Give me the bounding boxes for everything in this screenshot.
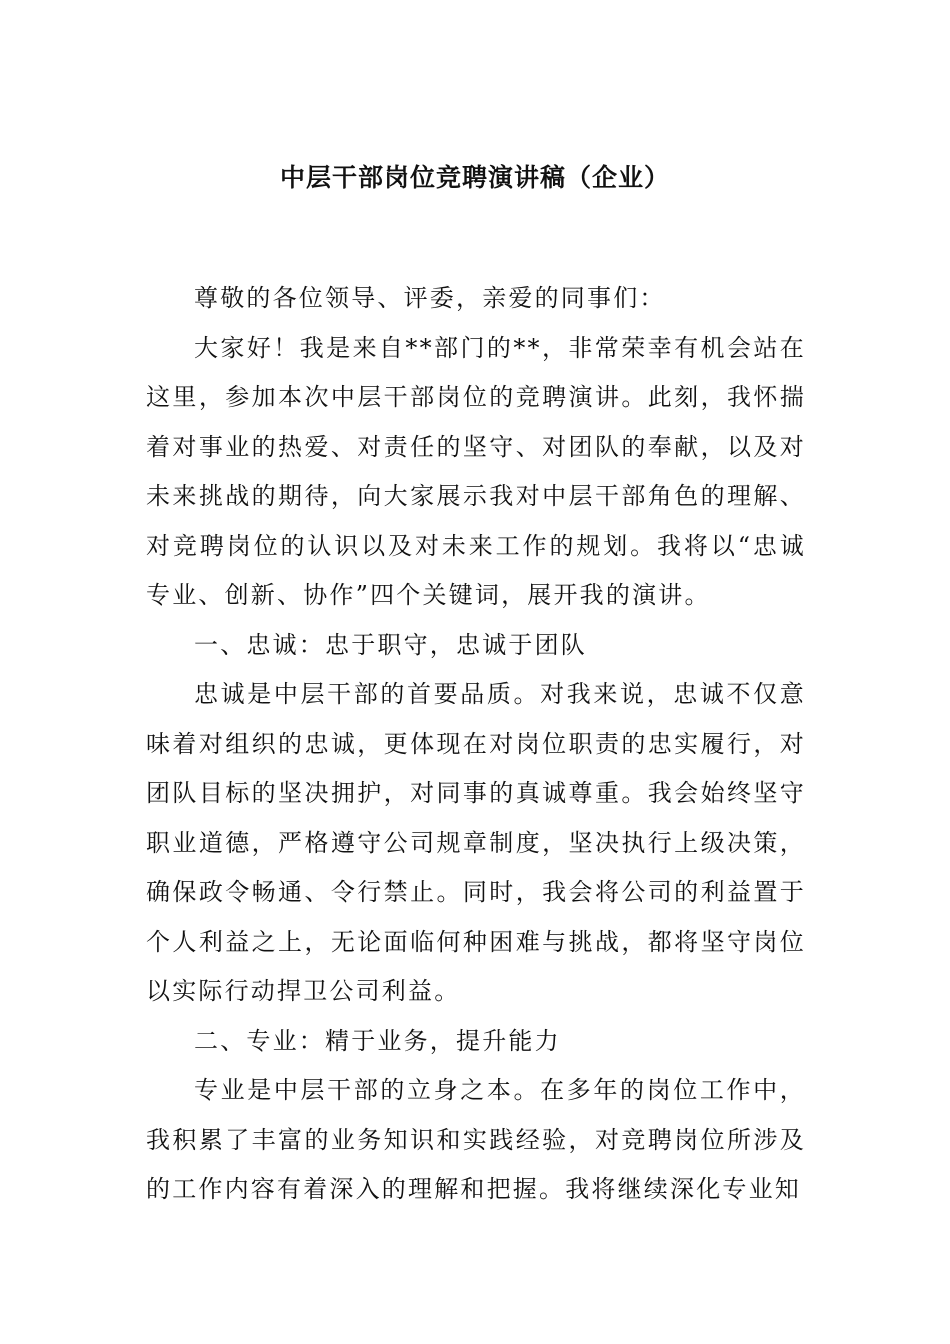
section-heading-professional: 二、专业：精于业务，提升能力 bbox=[194, 1026, 561, 1055]
section-body-professional: 专业是中层干部的立身之本。在多年的岗位工作中，我积累了丰富的业务知识和实践经验，对竞聘岗位所涉及的工作内容有着深入的理解和把握。我将继续深化专业知 bbox=[146, 1076, 806, 1203]
section-heading-loyalty: 一、忠诚：忠于职守，忠诚于团队 bbox=[194, 630, 587, 659]
salutation: 尊敬的各位领导、评委，亲爱的同事们： bbox=[194, 284, 666, 312]
document-title: 中层干部岗位竞聘演讲稿（企业） bbox=[279, 163, 670, 192]
document-body bbox=[146, 274, 806, 1215]
section-body-loyalty: 忠诚是中层干部的首要品质。对我来说，忠诚不仅意味着对组织的忠诚，更体现在对岗位职责的忠实履行，对团队目标的坚决拥护，对同事的真诚尊重。我会始终坚守职业道德，严格遵守公司规章制度，坚决执行上级决策，确保政令畅通、令行禁止。同时，我会将公司的利益置于个人利益之上，无论面临何种困难与挑战，都将坚守岗位以实际行动捍卫公司利益。 bbox=[146, 680, 806, 1005]
intro-paragraph: 大家好！我是来自**部门的**，非常荣幸有机会站在这里，参加本次中层干部岗位的竞聘演讲。此刻，我怀揣着对事业的热爱、对责任的坚守、对团队的奉献，以及对未来挑战的期待，向大家展示我对中层干部角色的理解、对竞聘岗位的认识以及对未来工作的规划。我将以“忠诚专业、创新、协作”四个关键词，展开我的演讲。 bbox=[146, 333, 806, 609]
